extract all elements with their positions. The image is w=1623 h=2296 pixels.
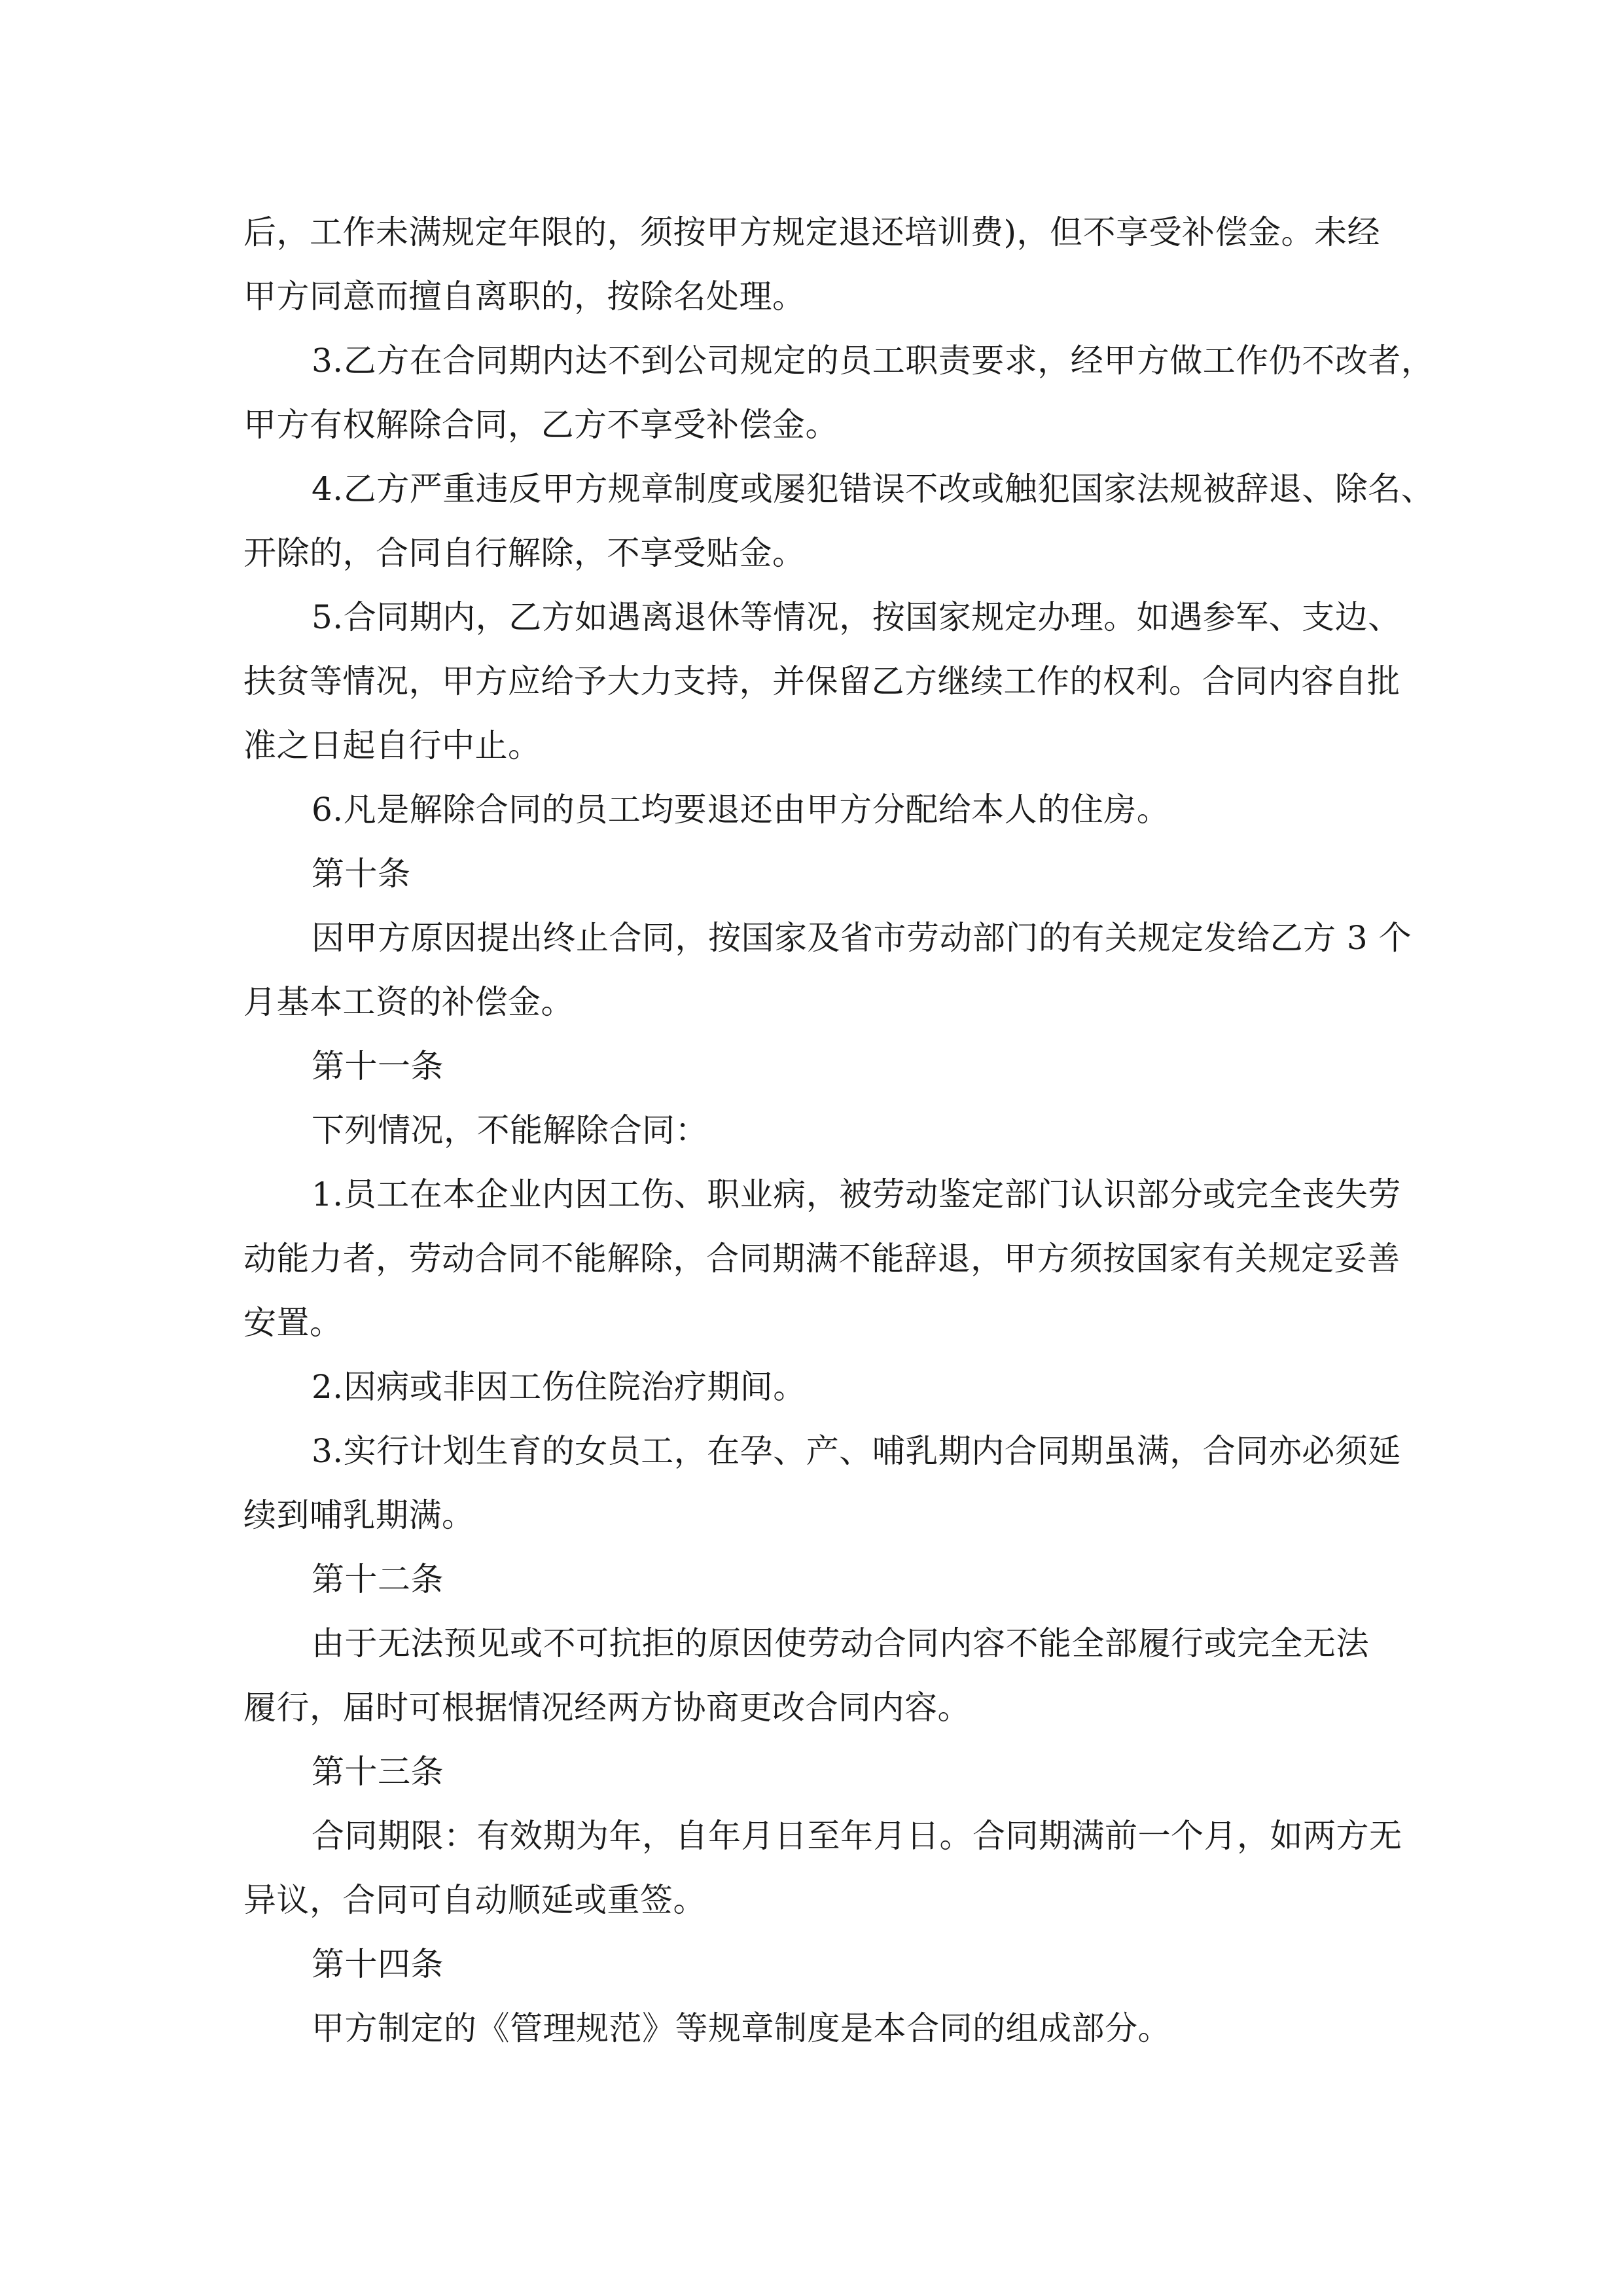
text-line: 4.乙方严重违反甲方规章制度或屡犯错误不改或触犯国家法规被辞退、除名、 <box>312 470 1435 508</box>
text-line: 履行，届时可根据情况经两方协商更改合同内容。 <box>243 1689 971 1727</box>
text-line: 月基本工资的补偿金。 <box>243 983 574 1021</box>
text-line: 后，工作未满规定年限的，须按甲方规定退还培训费)，但不享受补偿金。未经 <box>243 213 1381 251</box>
text-line: 第十二条 <box>312 1560 444 1598</box>
text-line: 甲方制定的《管理规范》等规章制度是本合同的组成部分。 <box>312 2009 1171 2047</box>
text-line: 5.合同期内，乙方如遇离退休等情况，按国家规定办理。如遇参军、支边、 <box>312 598 1401 636</box>
text-line: 2.因病或非因工伤住院治疗期间。 <box>312 1368 806 1406</box>
text-line: 续到哺乳期满。 <box>243 1496 475 1534</box>
text-line: 由于无法预见或不可抗拒的原因使劳动合同内容不能全部履行或完全无法 <box>312 1624 1369 1662</box>
text-line: 甲方同意而擅自离职的，按除名处理。 <box>243 278 806 315</box>
text-line: 异议，合同可自动顺延或重签。 <box>243 1881 706 1919</box>
text-line: 合同期限：有效期为年，自年月日至年月日。合同期满前一个月，如两方无 <box>312 1817 1402 1855</box>
text-line: 扶贫等情况，甲方应给予大力支持，并保留乙方继续工作的权利。合同内容自批 <box>243 662 1400 700</box>
text-line: 甲方有权解除合同，乙方不享受补偿金。 <box>243 406 838 444</box>
text-line: 下列情况，不能解除合同： <box>312 1111 708 1149</box>
text-line: 3.乙方在合同期内达不到公司规定的员工职责要求，经甲方做工作仍不改者， <box>312 342 1435 380</box>
text-line: 6.凡是解除合同的员工均要退还由甲方分配给本人的住房。 <box>312 791 1170 829</box>
text-line: 开除的，合同自行解除，不享受贴金。 <box>243 534 806 572</box>
text-line: 3.实行计划生育的女员工，在孕、产、哺乳期内合同期虽满，合同亦必须延 <box>312 1432 1401 1470</box>
text-line: 第十三条 <box>312 1753 444 1791</box>
text-line: 第十四条 <box>312 1945 444 1983</box>
text-line: 动能力者，劳动合同不能解除，合同期满不能辞退，甲方须按国家有关规定妥善 <box>243 1240 1400 1278</box>
text-line: 第十条 <box>312 855 411 893</box>
text-line: 安置。 <box>243 1304 343 1342</box>
document-body <box>243 200 1435 2060</box>
text-line: 1.员工在本企业内因工伤、职业病，被劳动鉴定部门认识部分或完全丧失劳 <box>312 1175 1401 1213</box>
text-line: 因甲方原因提出终止合同，按国家及省市劳动部门的有关规定发给乙方 3 个 <box>312 919 1412 957</box>
text-line: 第十一条 <box>312 1047 444 1085</box>
text-line: 准之日起自行中止。 <box>243 726 541 764</box>
